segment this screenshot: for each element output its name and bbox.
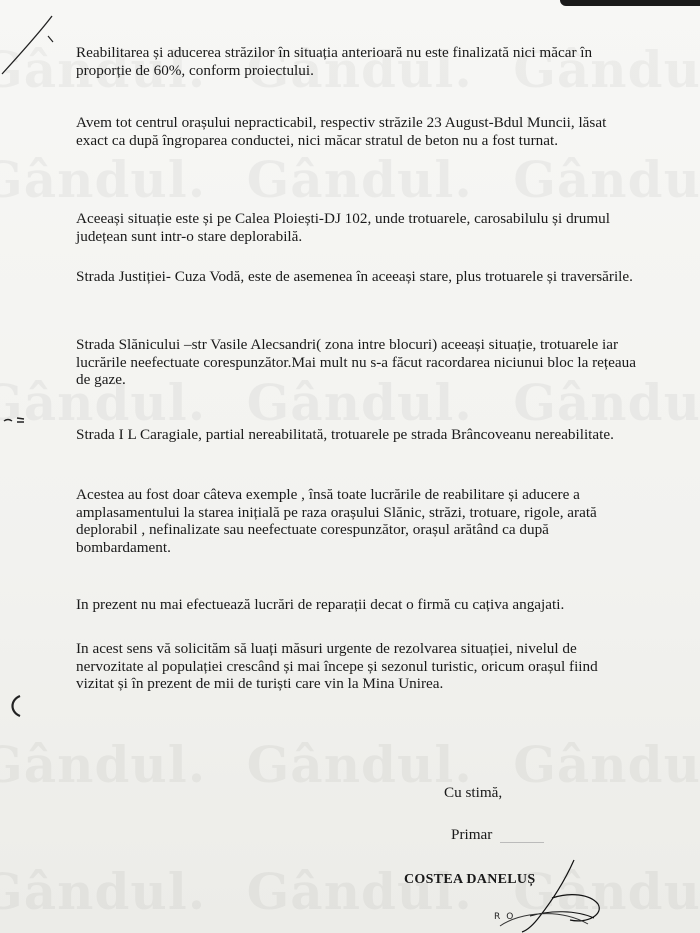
signer-name: COSTEA DANELUȘ xyxy=(404,872,536,887)
watermark-text xyxy=(0,862,206,921)
closing-salutation: Cu stimă, xyxy=(444,784,503,801)
watermark-text xyxy=(0,735,206,794)
body-paragraph: Acestea au fost doar câteva exemple , însă toate lucrările de reabilitare și aducere a amplasamentului la starea inițială pe raza orașului Slănic, străzi, trotuare, rigole, arată deplorabil , nefinalizate sau neefectuate corespunzător, orașul arătând ca după bombardament. xyxy=(76,486,597,556)
margin-pen-arc xyxy=(6,692,26,720)
body-paragraph: Strada Justiției- Cuza Vodă, este de asemenea în aceeași stare, plus trotuarele și traversările. xyxy=(76,268,633,285)
watermark-text xyxy=(247,735,473,794)
watermark-text xyxy=(0,150,206,209)
body-paragraph: In acest sens vă solicităm să luați măsuri urgente de rezolvarea situației, nivelul de nervozitate al populației crescând și mai începe și sezonul turistic, oricum orașul fiind vizitat și în prezent de mii de turiști care vin la Mina Unirea. xyxy=(76,640,598,692)
watermark-row xyxy=(0,862,700,921)
body-paragraph: In prezent nu mai efectuează lucrări de reparații decat o firmă cu cațiva angajati. xyxy=(76,596,565,613)
body-paragraph: Strada I L Caragiale, partial nereabilitată, trotuarele pe strada Brâncoveanu nereabilitate. xyxy=(76,426,614,443)
watermark-text xyxy=(513,150,700,209)
watermark-text xyxy=(247,150,473,209)
watermark-text xyxy=(513,735,700,794)
signer-title: Primar xyxy=(451,826,493,843)
signature-line xyxy=(500,842,544,843)
stamp-text: RO xyxy=(494,912,520,922)
watermark-row xyxy=(0,150,700,209)
margin-pen-tick xyxy=(2,412,32,428)
watermark-row xyxy=(0,735,700,794)
watermark-text xyxy=(247,862,473,921)
handwritten-signature xyxy=(470,858,620,933)
body-paragraph: Avem tot centrul orașului nepracticabil, respectiv străzile 23 August-Bdul Muncii, lăsat exact ca după îngroparea conductei, nici măcar stratul de beton nu a fost turnat. xyxy=(76,114,607,149)
watermark-text xyxy=(513,862,700,921)
body-paragraph: Strada Slănicului –str Vasile Alecsandri( zona intre blocuri) aceeași situație, trotuarele iar lucrările neefectuate corespunzător.Mai mult nu s-a făcut racordarea niciunui bloc la rețeaua de gaze. xyxy=(76,336,636,388)
margin-pen-stroke xyxy=(0,0,70,90)
body-paragraph: Reabilitarea și aducerea străzilor în situația anterioară nu este finalizată nici măcar în proporție de 60%, conform proiectului. xyxy=(76,44,593,79)
body-paragraph: Aceeași situație este și pe Calea Ploiești-DJ 102, unde trotuarele, carosabilulu și drumul județean sunt intr-o stare deplorabilă. xyxy=(76,210,610,245)
scan-edge-mark xyxy=(560,0,700,6)
